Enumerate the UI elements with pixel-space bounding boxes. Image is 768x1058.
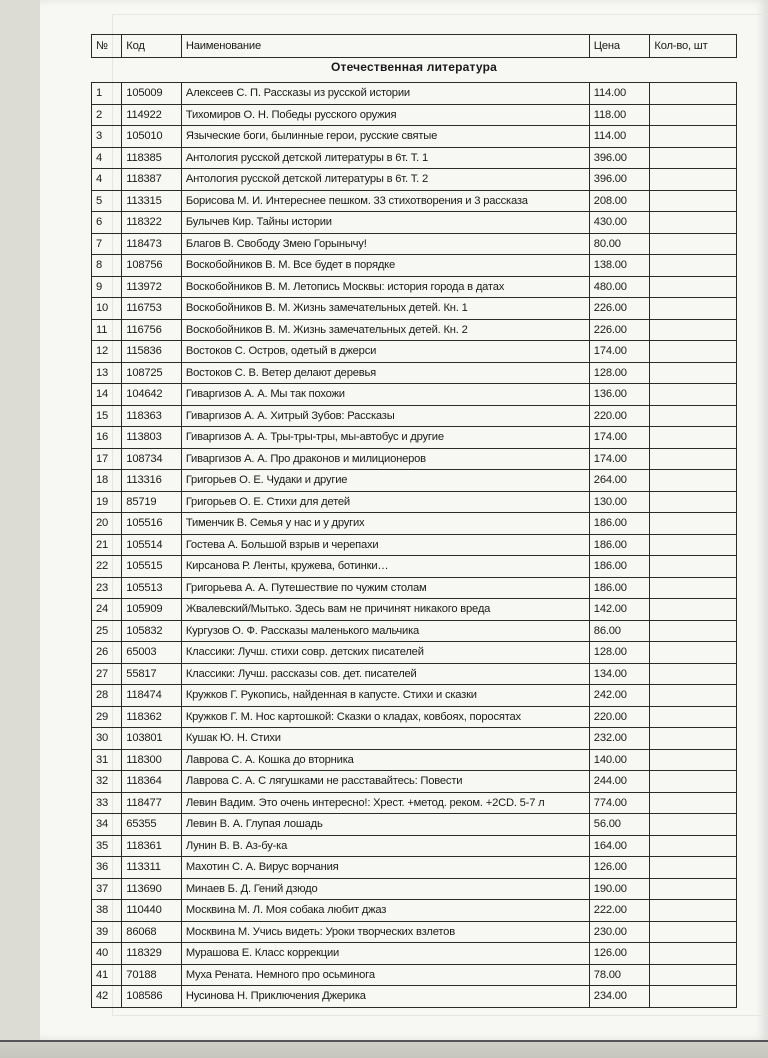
row-title-cell: Григорьева А. А. Путешествие по чужим столам — [181, 577, 589, 599]
row-code-cell: 85719 — [122, 491, 182, 513]
row-title-cell: Гиваргизов А. А. Мы так похожи — [181, 384, 589, 406]
row-quantity-cell[interactable] — [650, 276, 737, 298]
row-number-cell: 33 — [92, 792, 122, 814]
row-quantity-cell[interactable] — [650, 169, 737, 191]
row-price-cell: 774.00 — [589, 792, 650, 814]
table-row — [92, 771, 737, 793]
row-quantity-cell[interactable] — [650, 577, 737, 599]
table-row — [92, 513, 737, 535]
row-title-cell: Булычев Кир. Тайны истории — [181, 212, 589, 234]
row-title-cell: Муха Рената. Немного про осьминога — [181, 964, 589, 986]
row-number-cell: 26 — [92, 642, 122, 664]
row-price-cell: 186.00 — [589, 577, 650, 599]
table-row — [92, 943, 737, 965]
table-row — [92, 233, 737, 255]
row-title-cell: Левин Вадим. Это очень интересно!: Хрест. +метод. реком. +2CD. 5-7 л — [181, 792, 589, 814]
table-row — [92, 599, 737, 621]
row-title-cell: Кушак Ю. Н. Стихи — [181, 728, 589, 750]
table-row — [92, 169, 737, 191]
row-quantity-cell[interactable] — [650, 470, 737, 492]
row-code-cell: 110440 — [122, 900, 182, 922]
table-row — [92, 212, 737, 234]
row-quantity-cell[interactable] — [650, 513, 737, 535]
row-quantity-cell[interactable] — [650, 491, 737, 513]
table-row — [92, 749, 737, 771]
row-price-cell: 430.00 — [589, 212, 650, 234]
row-code-cell: 113803 — [122, 427, 182, 449]
row-code-cell: 118474 — [122, 685, 182, 707]
row-quantity-cell[interactable] — [650, 835, 737, 857]
row-quantity-cell[interactable] — [650, 556, 737, 578]
table-row — [92, 126, 737, 148]
row-title-cell: Левин В. А. Глупая лошадь — [181, 814, 589, 836]
row-title-cell: Воскобойников В. М. Жизнь замечательных детей. Кн. 1 — [181, 298, 589, 320]
row-quantity-cell[interactable] — [650, 147, 737, 169]
row-number-cell: 18 — [92, 470, 122, 492]
row-quantity-cell[interactable] — [650, 620, 737, 642]
row-code-cell: 105909 — [122, 599, 182, 621]
row-price-cell: 186.00 — [589, 513, 650, 535]
row-title-cell: Классики: Лучш. рассказы сов. дет. писателей — [181, 663, 589, 685]
row-code-cell: 118300 — [122, 749, 182, 771]
row-code-cell: 118473 — [122, 233, 182, 255]
row-title-cell: Минаев Б. Д. Гений дзюдо — [181, 878, 589, 900]
table-row — [92, 470, 737, 492]
table-row — [92, 857, 737, 879]
row-quantity-cell[interactable] — [650, 728, 737, 750]
row-title-cell: Тименчик В. Семья у нас и у других — [181, 513, 589, 535]
row-price-cell: 208.00 — [589, 190, 650, 212]
row-code-cell: 105515 — [122, 556, 182, 578]
row-code-cell: 105009 — [122, 83, 182, 105]
table-row — [92, 900, 737, 922]
row-price-cell: 174.00 — [589, 341, 650, 363]
row-number-cell: 16 — [92, 427, 122, 449]
table-row — [92, 448, 737, 470]
column-header-table — [91, 34, 737, 58]
row-code-cell: 103801 — [122, 728, 182, 750]
row-price-cell: 220.00 — [589, 405, 650, 427]
row-quantity-cell[interactable] — [650, 900, 737, 922]
row-code-cell: 108725 — [122, 362, 182, 384]
row-quantity-cell[interactable] — [650, 341, 737, 363]
table-row — [92, 792, 737, 814]
row-number-cell: 8 — [92, 255, 122, 277]
row-quantity-cell[interactable] — [650, 104, 737, 126]
row-price-cell: 128.00 — [589, 642, 650, 664]
row-title-cell: Москвина М. Учись видеть: Уроки творческих взлетов — [181, 921, 589, 943]
row-price-cell: 118.00 — [589, 104, 650, 126]
row-code-cell: 116756 — [122, 319, 182, 341]
row-number-cell: 27 — [92, 663, 122, 685]
row-price-cell: 242.00 — [589, 685, 650, 707]
row-price-cell: 174.00 — [589, 448, 650, 470]
table-row — [92, 620, 737, 642]
row-quantity-cell[interactable] — [650, 298, 737, 320]
row-quantity-cell[interactable] — [650, 685, 737, 707]
row-quantity-cell[interactable] — [650, 857, 737, 879]
row-quantity-cell[interactable] — [650, 921, 737, 943]
row-price-cell: 114.00 — [589, 83, 650, 105]
row-code-cell: 118329 — [122, 943, 182, 965]
row-title-cell: Жвалевский/Мытько. Здесь вам не причинят никакого вреда — [181, 599, 589, 621]
table-row — [92, 104, 737, 126]
row-quantity-cell[interactable] — [650, 986, 737, 1008]
row-code-cell: 115836 — [122, 341, 182, 363]
row-price-cell: 126.00 — [589, 943, 650, 965]
row-number-cell: 9 — [92, 276, 122, 298]
row-code-cell: 108756 — [122, 255, 182, 277]
row-number-cell: 37 — [92, 878, 122, 900]
row-number-cell: 11 — [92, 319, 122, 341]
row-number-cell: 34 — [92, 814, 122, 836]
row-quantity-cell[interactable] — [650, 255, 737, 277]
table-row — [92, 986, 737, 1008]
row-price-cell: 226.00 — [589, 319, 650, 341]
header-code: Код — [122, 35, 182, 58]
row-code-cell: 118385 — [122, 147, 182, 169]
row-number-cell: 40 — [92, 943, 122, 965]
row-title-cell: Воскобойников В. М. Жизнь замечательных детей. Кн. 2 — [181, 319, 589, 341]
row-price-cell: 186.00 — [589, 534, 650, 556]
row-number-cell: 14 — [92, 384, 122, 406]
scanner-bed-edge — [0, 1040, 768, 1058]
row-code-cell: 55817 — [122, 663, 182, 685]
table-row — [92, 835, 737, 857]
row-quantity-cell[interactable] — [650, 212, 737, 234]
table-row — [92, 663, 737, 685]
table-row — [92, 319, 737, 341]
section-title: Отечественная литература — [330, 60, 498, 74]
row-title-cell: Востоков С. В. Ветер делают деревья — [181, 362, 589, 384]
row-price-cell: 222.00 — [589, 900, 650, 922]
table-row — [92, 814, 737, 836]
row-number-cell: 13 — [92, 362, 122, 384]
row-code-cell: 118361 — [122, 835, 182, 857]
row-quantity-cell[interactable] — [650, 771, 737, 793]
row-code-cell: 113315 — [122, 190, 182, 212]
row-number-cell: 38 — [92, 900, 122, 922]
price-list-body — [92, 83, 737, 1008]
row-quantity-cell[interactable] — [650, 405, 737, 427]
table-row — [92, 190, 737, 212]
row-quantity-cell[interactable] — [650, 126, 737, 148]
row-number-cell: 35 — [92, 835, 122, 857]
row-number-cell: 31 — [92, 749, 122, 771]
row-title-cell: Воскобойников В. М. Все будет в порядке — [181, 255, 589, 277]
row-number-cell: 24 — [92, 599, 122, 621]
table-row — [92, 964, 737, 986]
table-row — [92, 83, 737, 105]
table-row — [92, 298, 737, 320]
table-row — [92, 147, 737, 169]
row-price-cell: 130.00 — [589, 491, 650, 513]
row-title-cell: Нусинова Н. Приключения Джерика — [181, 986, 589, 1008]
row-price-cell: 234.00 — [589, 986, 650, 1008]
row-title-cell: Борисова М. И. Интереснее пешком. 33 стихотворения и 3 рассказа — [181, 190, 589, 212]
table-row — [92, 276, 737, 298]
row-number-cell: 29 — [92, 706, 122, 728]
row-title-cell: Гостева А. Большой взрыв и черепахи — [181, 534, 589, 556]
row-number-cell: 15 — [92, 405, 122, 427]
row-price-cell: 244.00 — [589, 771, 650, 793]
row-quantity-cell[interactable] — [650, 534, 737, 556]
row-price-cell: 128.00 — [589, 362, 650, 384]
header-qty: Кол-во, шт — [650, 35, 737, 58]
row-title-cell: Гиваргизов А. А. Тры-тры-тры, мы-автобус и другие — [181, 427, 589, 449]
row-price-cell: 80.00 — [589, 233, 650, 255]
row-number-cell: 2 — [92, 104, 122, 126]
row-number-cell: 20 — [92, 513, 122, 535]
row-code-cell: 65355 — [122, 814, 182, 836]
row-price-cell: 140.00 — [589, 749, 650, 771]
row-price-cell: 114.00 — [589, 126, 650, 148]
row-code-cell: 113311 — [122, 857, 182, 879]
row-quantity-cell[interactable] — [650, 814, 737, 836]
row-number-cell: 7 — [92, 233, 122, 255]
row-code-cell: 105010 — [122, 126, 182, 148]
row-title-cell: Лаврова С. А. Кошка до вторника — [181, 749, 589, 771]
row-quantity-cell[interactable] — [650, 448, 737, 470]
row-code-cell: 104642 — [122, 384, 182, 406]
row-title-cell: Кирсанова Р. Ленты, кружева, ботинки… — [181, 556, 589, 578]
row-number-cell: 25 — [92, 620, 122, 642]
header-price: Цена — [589, 35, 650, 58]
row-quantity-cell[interactable] — [650, 663, 737, 685]
row-number-cell: 3 — [92, 126, 122, 148]
row-code-cell: 65003 — [122, 642, 182, 664]
row-price-cell: 164.00 — [589, 835, 650, 857]
row-code-cell: 105832 — [122, 620, 182, 642]
row-price-cell: 142.00 — [589, 599, 650, 621]
row-price-cell: 230.00 — [589, 921, 650, 943]
row-quantity-cell[interactable] — [650, 792, 737, 814]
table-row — [92, 255, 737, 277]
price-list-table — [91, 82, 737, 1008]
row-title-cell: Мурашова Е. Класс коррекции — [181, 943, 589, 965]
table-row — [92, 427, 737, 449]
row-price-cell: 396.00 — [589, 147, 650, 169]
row-title-cell: Антология русской детской литературы в 6т. Т. 1 — [181, 147, 589, 169]
row-quantity-cell[interactable] — [650, 233, 737, 255]
row-price-cell: 396.00 — [589, 169, 650, 191]
row-title-cell: Алексеев С. П. Рассказы из русской истории — [181, 83, 589, 105]
row-code-cell: 118364 — [122, 771, 182, 793]
row-number-cell: 5 — [92, 190, 122, 212]
row-number-cell: 4 — [92, 147, 122, 169]
table-row — [92, 728, 737, 750]
row-price-cell: 264.00 — [589, 470, 650, 492]
row-price-cell: 136.00 — [589, 384, 650, 406]
row-quantity-cell[interactable] — [650, 706, 737, 728]
row-quantity-cell[interactable] — [650, 599, 737, 621]
row-number-cell: 42 — [92, 986, 122, 1008]
row-code-cell: 105513 — [122, 577, 182, 599]
row-title-cell: Григорьев О. Е. Чудаки и другие — [181, 470, 589, 492]
table-row — [92, 384, 737, 406]
table-row — [92, 878, 737, 900]
row-title-cell: Григорьев О. Е. Стихи для детей — [181, 491, 589, 513]
row-number-cell: 12 — [92, 341, 122, 363]
row-quantity-cell[interactable] — [650, 427, 737, 449]
row-price-cell: 186.00 — [589, 556, 650, 578]
row-price-cell: 220.00 — [589, 706, 650, 728]
row-number-cell: 17 — [92, 448, 122, 470]
table-row — [92, 642, 737, 664]
row-number-cell: 28 — [92, 685, 122, 707]
row-title-cell: Махотин С. А. Вирус ворчания — [181, 857, 589, 879]
row-title-cell: Тихомиров О. Н. Победы русского оружия — [181, 104, 589, 126]
row-title-cell: Благов В. Свободу Змею Горынычу! — [181, 233, 589, 255]
table-row — [92, 556, 737, 578]
row-title-cell: Языческие боги, былинные герои, русские святые — [181, 126, 589, 148]
row-title-cell: Кургузов О. Ф. Рассказы маленького мальчика — [181, 620, 589, 642]
table-row — [92, 706, 737, 728]
row-code-cell: 118363 — [122, 405, 182, 427]
table-row — [92, 685, 737, 707]
row-code-cell: 86068 — [122, 921, 182, 943]
row-price-cell: 86.00 — [589, 620, 650, 642]
header-row — [92, 35, 737, 58]
table-row — [92, 491, 737, 513]
row-code-cell: 113690 — [122, 878, 182, 900]
row-code-cell: 105516 — [122, 513, 182, 535]
row-quantity-cell[interactable] — [650, 319, 737, 341]
row-quantity-cell[interactable] — [650, 943, 737, 965]
table-row — [92, 577, 737, 599]
row-title-cell: Гиваргизов А. А. Про драконов и милиционеров — [181, 448, 589, 470]
table-row — [92, 405, 737, 427]
row-code-cell: 118477 — [122, 792, 182, 814]
header-name: Наименование — [181, 35, 589, 58]
row-number-cell: 21 — [92, 534, 122, 556]
row-code-cell: 118387 — [122, 169, 182, 191]
row-title-cell: Антология русской детской литературы в 6т. Т. 2 — [181, 169, 589, 191]
row-price-cell: 134.00 — [589, 663, 650, 685]
row-price-cell: 226.00 — [589, 298, 650, 320]
row-number-cell: 23 — [92, 577, 122, 599]
row-number-cell: 39 — [92, 921, 122, 943]
row-title-cell: Воскобойников В. М. Летопись Москвы: история города в датах — [181, 276, 589, 298]
row-code-cell: 114922 — [122, 104, 182, 126]
row-quantity-cell[interactable] — [650, 878, 737, 900]
row-quantity-cell[interactable] — [650, 190, 737, 212]
row-number-cell: 32 — [92, 771, 122, 793]
table-row — [92, 341, 737, 363]
row-number-cell: 36 — [92, 857, 122, 879]
row-code-cell: 108734 — [122, 448, 182, 470]
row-quantity-cell[interactable] — [650, 384, 737, 406]
header-num: № — [92, 35, 122, 58]
row-price-cell: 480.00 — [589, 276, 650, 298]
row-code-cell: 70188 — [122, 964, 182, 986]
row-code-cell: 118322 — [122, 212, 182, 234]
row-number-cell: 41 — [92, 964, 122, 986]
row-quantity-cell[interactable] — [650, 964, 737, 986]
row-title-cell: Москвина М. Л. Моя собака любит джаз — [181, 900, 589, 922]
row-price-cell: 126.00 — [589, 857, 650, 879]
row-code-cell: 113316 — [122, 470, 182, 492]
row-title-cell: Гиваргизов А. А. Хитрый Зубов: Рассказы — [181, 405, 589, 427]
row-title-cell: Кружков Г. М. Нос картошкой: Сказки о кладах, ковбоях, поросятах — [181, 706, 589, 728]
row-price-cell: 190.00 — [589, 878, 650, 900]
row-price-cell: 138.00 — [589, 255, 650, 277]
row-title-cell: Кружков Г. Рукопись, найденная в капусте. Стихи и сказки — [181, 685, 589, 707]
row-title-cell: Классики: Лучш. стихи совр. детских писателей — [181, 642, 589, 664]
row-price-cell: 232.00 — [589, 728, 650, 750]
row-code-cell: 118362 — [122, 706, 182, 728]
row-number-cell: 22 — [92, 556, 122, 578]
row-number-cell: 30 — [92, 728, 122, 750]
row-title-cell: Востоков С. Остров, одетый в джерси — [181, 341, 589, 363]
row-number-cell: 6 — [92, 212, 122, 234]
row-price-cell: 78.00 — [589, 964, 650, 986]
row-title-cell: Лунин В. В. Аз-бу-ка — [181, 835, 589, 857]
row-number-cell: 4 — [92, 169, 122, 191]
row-number-cell: 10 — [92, 298, 122, 320]
row-quantity-cell[interactable] — [650, 362, 737, 384]
row-quantity-cell[interactable] — [650, 749, 737, 771]
row-title-cell: Лаврова С. А. С лягушками не расставайтесь: Повести — [181, 771, 589, 793]
row-code-cell: 105514 — [122, 534, 182, 556]
row-quantity-cell[interactable] — [650, 642, 737, 664]
table-row — [92, 362, 737, 384]
row-price-cell: 174.00 — [589, 427, 650, 449]
row-code-cell: 116753 — [122, 298, 182, 320]
row-price-cell: 56.00 — [589, 814, 650, 836]
row-code-cell: 108586 — [122, 986, 182, 1008]
row-quantity-cell[interactable] — [650, 83, 737, 105]
row-code-cell: 113972 — [122, 276, 182, 298]
row-number-cell: 1 — [92, 83, 122, 105]
table-row — [92, 921, 737, 943]
table-row — [92, 534, 737, 556]
row-number-cell: 19 — [92, 491, 122, 513]
